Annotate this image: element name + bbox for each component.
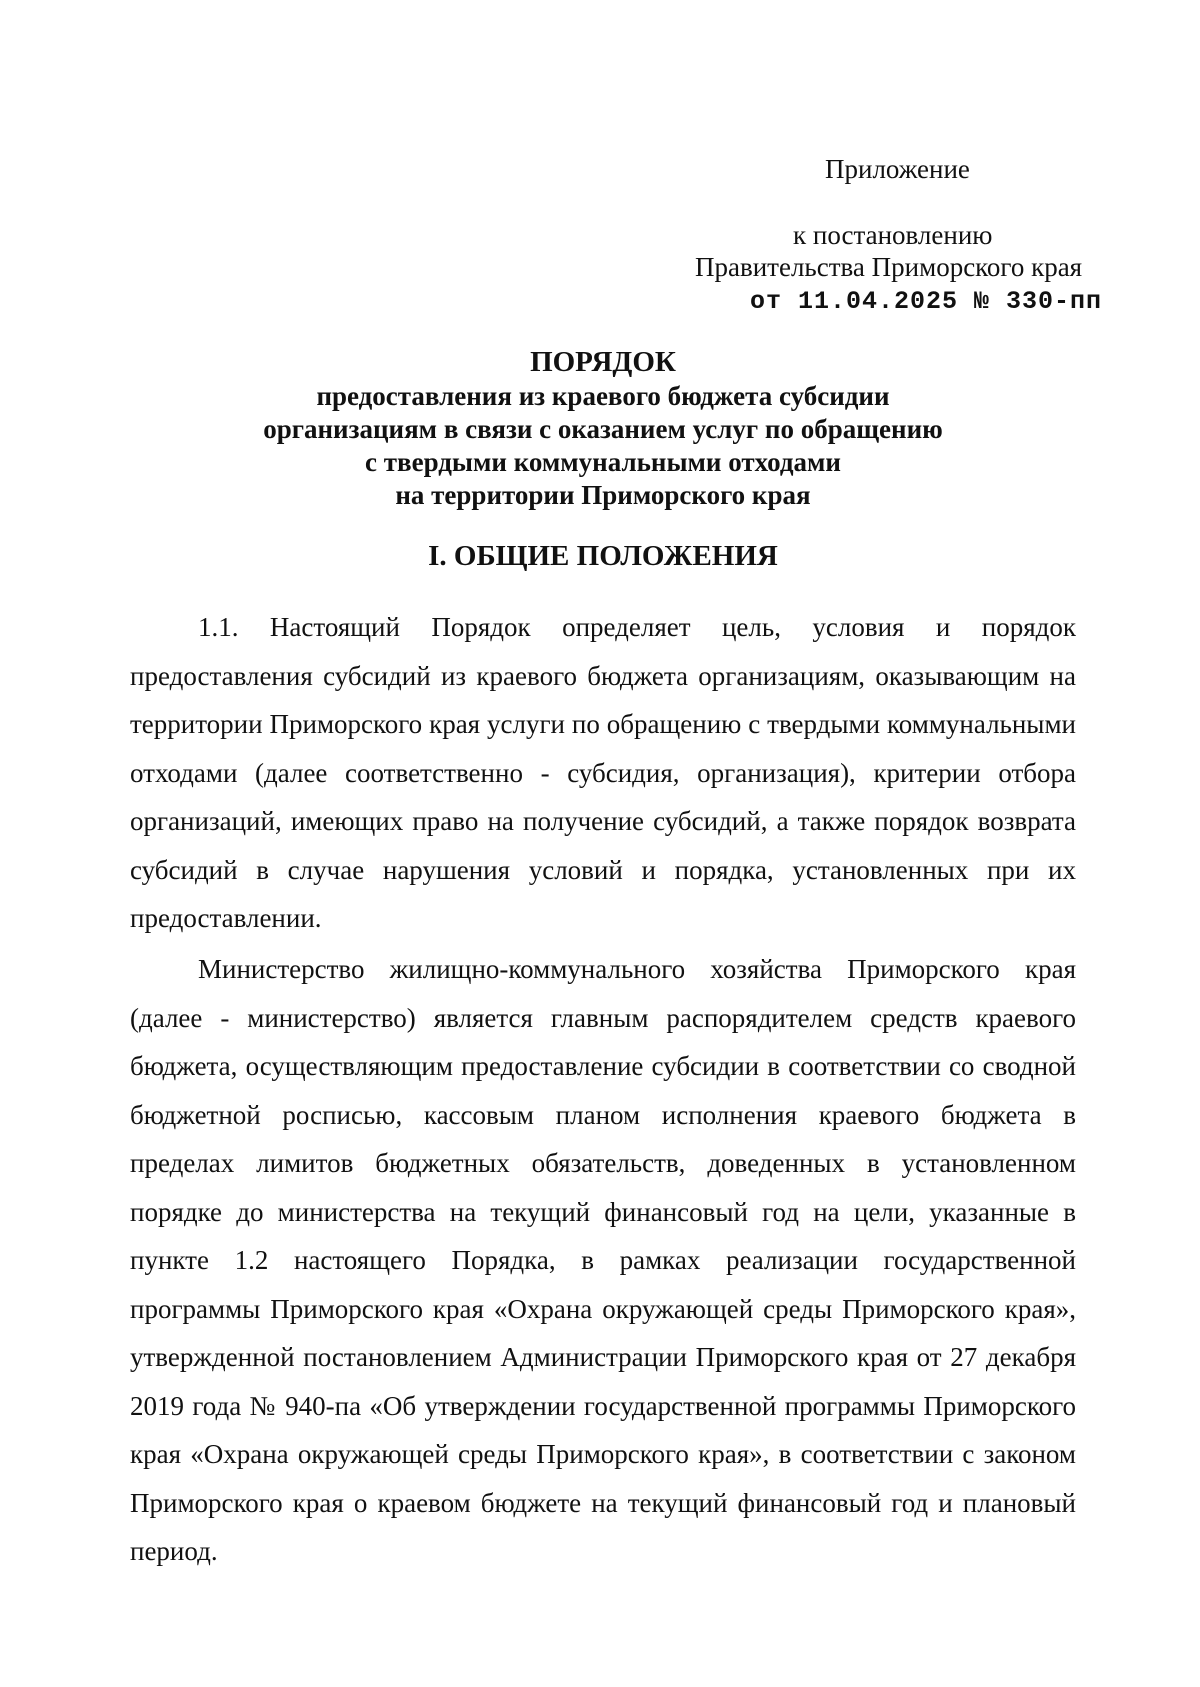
paragraph-text: Министерство жилищно-коммунального хозяйства Приморского края (далее - министерство) является главным распорядителем средств краевого бюджета, осуществляющим предоставление субсидии в соответствии со сводной бюджетной росписью, кассовым планом исполнения краевого бюджета в пределах лимитов бюджетных обязательств, доведенных в установленном порядке до министерства на текущий финансовый год на цели, указанные в пункте 1.2 настоящего Порядка, в рамках реализации государственной программы Приморского края «Охрана окружающей среды Приморского края», утвержденной постановлением Администрации Приморского края от 27 декабря 2019 года № 940-па «Об утверждении государственной программы Приморского края «Охрана окружающей среды Приморского края», в соответствии с законом Приморского края о краевом бюджете на текущий финансовый год и плановый период. [130,954,1076,1566]
section-title: I. ОБЩИЕ ПОЛОЖЕНИЯ [428,540,778,572]
to-resolution-label: к постановлению [793,220,993,250]
document-title: ПОРЯДОК [530,346,676,378]
body-paragraph-1 [130,603,1076,943]
body-paragraph-2 [130,945,1076,1576]
subtitle-line: предоставления из краевого бюджета субсидии [316,381,890,411]
subtitle-line: с твердыми коммунальными отходами [365,447,841,477]
document-subtitle [130,380,1076,512]
subtitle-line: на территории Приморского края [395,480,811,510]
subtitle-line: организациям в связи с оказанием услуг по обращению [263,414,943,444]
paragraph-text: 1.1. Настоящий Порядок определяет цель, условия и порядок предоставления субсидий из краевого бюджета организациям, оказывающим на территории Приморского края услуги по обращению с твердыми коммунальными отходами (далее соответственно - субсидия, организация), критерии отбора организаций, имеющих право на получение субсидий, а также порядок возврата субсидий в случае нарушения условий и порядка, установленных при их предоставлении. [130,612,1076,933]
appendix-label: Приложение [825,154,970,184]
resolution-number-stamp: от 11.04.2025 № 330-пп [750,287,1103,316]
government-label: Правительства Приморского края [695,252,1083,282]
